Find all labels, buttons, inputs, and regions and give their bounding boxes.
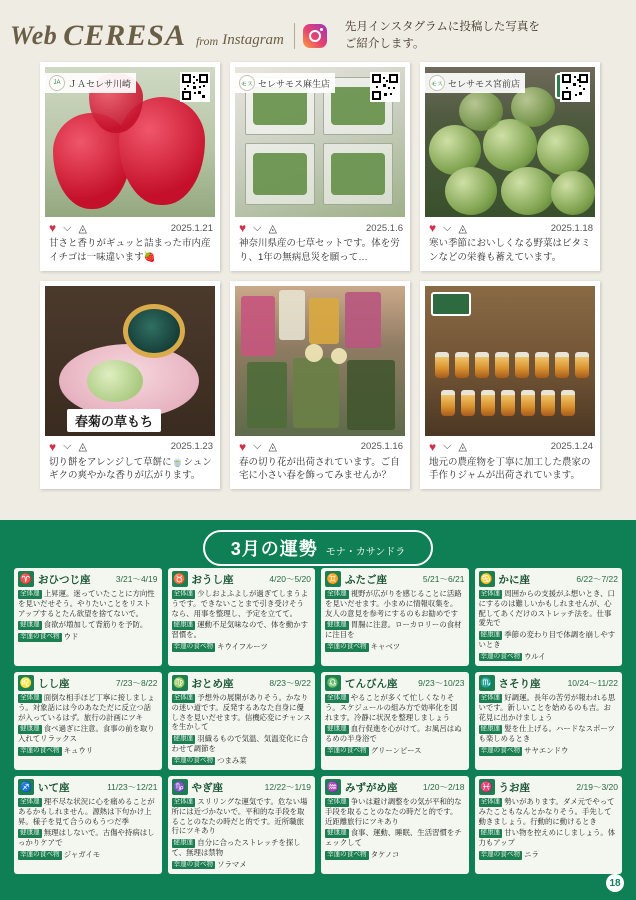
like-icon[interactable]: ♥ <box>429 439 437 454</box>
zodiac-name: やぎ座 <box>191 781 223 794</box>
zodiac-card-cancer <box>475 568 623 666</box>
zodiac-card-pisces <box>475 776 623 874</box>
shop-tag <box>45 73 136 93</box>
like-icon[interactable]: ♥ <box>239 439 247 454</box>
aquarius-icon: ♒ <box>325 779 341 795</box>
like-icon[interactable]: ♥ <box>239 221 247 235</box>
post-action-bar <box>425 217 595 236</box>
label-health: 健康運 <box>480 829 501 837</box>
zodiac-date-range: 1/20～2/18 <box>422 782 465 792</box>
zodiac-name: かに座 <box>498 573 530 586</box>
zodiac-card-libra <box>321 672 469 770</box>
logo-ceresa: CERESA <box>63 19 186 52</box>
label-health: 健康運 <box>480 725 501 733</box>
shop-name: セレサモス麻生店 <box>258 78 331 89</box>
food-text: キュウリ <box>63 745 94 755</box>
post-date: 2025.1.16 <box>360 441 403 453</box>
zodiac-date-range: 7/23～8/22 <box>115 678 158 688</box>
label-health: 健康運 <box>20 621 40 629</box>
shop-avatar-icon: JA <box>49 75 65 91</box>
health-text: 胃腸に注意。ローカロリーの食材に注目を <box>325 620 462 640</box>
shelf-sign <box>431 292 471 316</box>
post-date: 2025.1.23 <box>170 441 213 453</box>
taurus-icon: ♉ <box>172 571 188 587</box>
label-overall: 全体運 <box>480 798 501 805</box>
fortune-section <box>0 520 636 900</box>
post-photo-cabbages <box>425 67 595 217</box>
food-text: サヤエンドウ <box>524 745 569 755</box>
zodiac-grid <box>14 568 622 874</box>
share-icon[interactable]: ◬ <box>268 222 277 235</box>
post-action-bar <box>235 217 405 236</box>
zodiac-card-aquarius <box>321 776 469 874</box>
logo-instagram-word: Instagram <box>222 31 284 48</box>
zodiac-name: みずがめ座 <box>345 781 398 794</box>
label-food: 幸運の食べ物 <box>327 746 367 754</box>
post-photo-cut-flowers <box>235 286 405 436</box>
gemini-icon: ♊ <box>325 571 341 587</box>
zodiac-name: おとめ座 <box>191 677 234 690</box>
overall-text: 上昇運。迷っていたことに方向性を見いだせそう。やりたいことをリストアップするとたん欲望を捨てないで。 <box>18 589 155 618</box>
health-text: 運動不足気味なので、体を動かす習慣を。 <box>171 620 308 640</box>
overall-text: やることが多くて忙しくなりそう。スケジュールの組み方で効率化を図れます。冷静に状況を整理しましょう <box>325 693 458 722</box>
food-text: キャベツ <box>370 641 401 651</box>
header-note-line2: ご紹介します。 <box>344 38 425 50</box>
overall-text: 周囲からの支援がふ想いとき、口にするのは難しいかもしれませんが、心配してあくだけのストレッチ法を。仕事愛先で <box>478 589 615 628</box>
sagittarius-icon: ♐ <box>18 779 34 795</box>
share-icon[interactable]: ◬ <box>458 441 467 454</box>
scorpio-icon: ♏ <box>479 675 495 691</box>
logo-web: Web <box>10 21 58 50</box>
zodiac-name: しし座 <box>38 677 70 690</box>
fortune-title: 3月の運勢 <box>230 539 318 559</box>
zodiac-date-range: 11/23～12/21 <box>107 782 158 792</box>
health-text: 食事、運動、睡眠、生活習慣をチェックして <box>325 828 462 848</box>
health-text: 食べ過ぎに注意。食事の前を取り入れてリラックス <box>18 724 155 744</box>
label-food: 幸運の食べ物 <box>327 850 367 858</box>
zodiac-date-range: 8/23～9/22 <box>269 678 311 688</box>
post-action-bar <box>45 436 215 455</box>
post-date: 2025.1.21 <box>170 222 213 234</box>
post-caption: 切り餅をアレンジして草餅に🍵シュンギクの爽やかな香りが広がります。 <box>49 456 212 482</box>
zodiac-card-sagittarius <box>14 776 162 874</box>
libra-icon: ♎ <box>325 675 341 691</box>
label-overall: 全体運 <box>480 590 501 597</box>
label-overall: 全体運 <box>327 694 347 701</box>
zodiac-date-range: 2/19～3/20 <box>576 782 618 792</box>
overall-text: 争いは避け調整をの気が平和的な手段を取ることのなたの時だと的です。近距離旅行にツキあり <box>325 797 462 826</box>
share-icon[interactable]: ◬ <box>78 222 87 235</box>
food-text: つまみ菜 <box>217 755 247 765</box>
health-text: 羽織るもので気温、気温変化に合わせて調節を <box>171 734 309 753</box>
comment-icon[interactable]: ⌵ <box>253 440 262 453</box>
qr-code[interactable] <box>560 72 590 102</box>
label-overall: 全体運 <box>173 694 194 701</box>
comment-icon[interactable]: ⌵ <box>63 440 72 453</box>
fortune-subtitle: モナ・カサンドラ <box>325 547 406 558</box>
post-card-grid <box>40 62 600 489</box>
label-health: 健康運 <box>173 621 194 629</box>
zodiac-card-scorpio <box>475 672 623 770</box>
post-caption: 地元の農産物を丁寧に加工した農家の手作りジャムが出荷されています。 <box>429 456 591 482</box>
health-text: 無理はしないで。古傷や持病はしっかりケアで <box>18 828 155 848</box>
zodiac-date-range: 5/21～6/21 <box>422 574 465 584</box>
zodiac-name: ふたご座 <box>345 573 387 586</box>
label-health: 健康運 <box>20 829 40 837</box>
overall-text: 好調運。長年の苦労が報われる思いです。新しいことを始めるのも吉。お花見に出かけましょう <box>478 693 616 722</box>
shop-name: ＪＡセレサ川崎 <box>68 78 132 89</box>
post-photo-strawberries <box>45 67 215 217</box>
comment-icon[interactable]: ⌵ <box>63 221 72 234</box>
overall-text: 勢いがあります。ダメ元でやってみたこともなんとかなりそう。手先して動きましょう。行動的に動けるとき <box>478 797 615 826</box>
page-number: 18 <box>606 874 624 892</box>
post-photo-jams <box>425 286 595 436</box>
label-health: 健康運 <box>327 621 347 629</box>
share-icon[interactable]: ◬ <box>268 441 277 454</box>
zodiac-name: おうし座 <box>191 573 234 586</box>
label-overall: 全体運 <box>20 798 40 805</box>
post-card <box>40 281 220 490</box>
cancer-icon: ♋ <box>479 571 495 587</box>
shop-tag <box>425 73 525 93</box>
label-health: 健康運 <box>327 725 347 733</box>
label-food: 幸運の食べ物 <box>20 746 60 754</box>
post-card <box>420 62 600 271</box>
label-overall: 全体運 <box>480 694 501 701</box>
instagram-icon <box>303 24 327 48</box>
post-date: 2025.1.18 <box>550 222 593 234</box>
zodiac-name: てんびん座 <box>345 677 398 690</box>
comment-icon[interactable]: ⌵ <box>443 221 452 234</box>
food-text: ソラマメ <box>217 859 247 869</box>
zodiac-card-gemini <box>321 568 469 666</box>
shop-avatar-icon: モス <box>429 75 445 91</box>
health-text: 甘い物を控えめにしましょう。体力もアップ <box>478 828 616 848</box>
label-overall: 全体運 <box>327 590 347 597</box>
section-header <box>10 8 626 64</box>
overall-text: 理不尽な状況に心を痛めることがあるかもしれません。源熱は下句かけ上昇。様子を見て合うのもうつだ季 <box>18 797 155 826</box>
food-text: グリーンピース <box>370 745 422 755</box>
post-date: 2025.1.6 <box>366 222 403 234</box>
post-caption: 春の切り花が出荷されています。ご自宅に小さい春を飾ってみませんか？ <box>239 456 400 482</box>
post-photo-kusamochi <box>45 286 215 436</box>
food-text: ニラ <box>524 849 539 859</box>
zodiac-date-range: 9/23～10/23 <box>418 678 465 688</box>
post-card <box>230 281 410 490</box>
leo-icon: ♌ <box>18 675 34 691</box>
label-overall: 全体運 <box>20 590 40 597</box>
label-health: 健康運 <box>327 829 347 837</box>
shop-tag <box>235 73 335 93</box>
health-text: 髪を仕上げる。ハードなスポーツも楽しめるとき <box>478 724 615 744</box>
label-food: 幸運の食べ物 <box>173 860 214 868</box>
zodiac-date-range: 12/22～1/19 <box>264 782 311 792</box>
header-note <box>345 19 540 54</box>
health-text: 血行促進を心がけて。お風呂はぬるめの半身浴で <box>325 724 462 744</box>
label-food: 幸運の食べ物 <box>327 642 367 650</box>
zodiac-name: おひつじ座 <box>38 573 91 586</box>
overall-text: 面倒な相手ほど丁寧に接しましょう。対象話には今のあなただに反立つ話が入っているはず。旅行の計画にツキ <box>18 693 155 722</box>
post-caption: 寒い季節においしくなる野菜はビタミンなどの栄養も蓄えています。 <box>429 238 591 263</box>
pisces-icon: ♓ <box>479 779 495 795</box>
zodiac-card-capricorn <box>168 776 316 874</box>
qr-code[interactable] <box>370 72 400 102</box>
food-text: ウルイ <box>524 651 546 661</box>
health-text: 自分に合ったストレッチを探して、無理は禁物 <box>171 838 301 857</box>
comment-icon[interactable]: ⌵ <box>443 440 452 453</box>
zodiac-date-range: 6/22～7/22 <box>576 574 618 584</box>
label-food: 幸運の食べ物 <box>20 633 60 641</box>
like-icon[interactable]: ♥ <box>49 221 57 235</box>
header-note-line1: 先月インスタグラムに投稿した写真を <box>344 20 540 33</box>
logo-from-label: from <box>195 33 219 48</box>
label-food: 幸運の食べ物 <box>480 652 521 660</box>
post-card <box>420 281 600 490</box>
zodiac-card-virgo <box>168 672 316 770</box>
overall-text: 少しおよふよしが過ぎてしまうようです。できないことまで引き受けそうなら、用事を整理し、予定を立てて。 <box>171 589 309 618</box>
label-food: 幸運の食べ物 <box>480 850 521 858</box>
label-health: 健康運 <box>173 735 194 743</box>
label-food: 幸運の食べ物 <box>480 746 521 754</box>
post-caption: 神奈川県産の七草セットです。体を労り、1年の無病息災を願って… <box>239 238 400 263</box>
label-overall: 全体運 <box>327 798 347 805</box>
food-text: ウド <box>63 632 79 642</box>
zodiac-date-range: 10/24～11/22 <box>567 678 618 688</box>
zodiac-name: さそり座 <box>498 677 541 690</box>
virgo-icon: ♍ <box>172 675 188 691</box>
capricorn-icon: ♑ <box>172 779 188 795</box>
health-text: 季節の変わり目で体調を崩しやすいとき <box>478 630 616 649</box>
divider <box>294 23 295 49</box>
photo-caption-overlay: 春菊の草もち <box>67 409 161 432</box>
overall-text: スリリングな運気です。危ない場所には近づかないで。平和的な手段を取ることのなたの時だと的です。近所職旅行にツキあり <box>171 797 308 836</box>
share-icon[interactable]: ◬ <box>458 222 467 235</box>
health-text: 食欲が増加して背筋りを予防。 <box>43 620 148 630</box>
label-health: 健康運 <box>173 839 194 847</box>
label-overall: 全体運 <box>20 694 40 701</box>
zodiac-date-range: 4/20～5/20 <box>269 574 311 584</box>
post-card <box>230 62 410 271</box>
label-health: 健康運 <box>480 631 501 639</box>
post-action-bar <box>235 436 405 455</box>
fortune-title-banner <box>203 530 434 566</box>
label-food: 幸運の食べ物 <box>173 642 214 650</box>
zodiac-date-range: 3/21～4/19 <box>115 574 158 584</box>
food-text: キウイフルーツ <box>217 641 268 651</box>
overall-text: 予想外の展開がありそう。かなりの迷い道です。反発するあなた自身に優しさを見いだせます。信機応変にチャンスを生かして <box>171 693 311 732</box>
food-text: タケノコ <box>370 849 400 859</box>
label-health: 健康運 <box>20 725 40 733</box>
post-card <box>40 62 220 271</box>
food-text: ジャガイモ <box>63 849 101 859</box>
zodiac-card-leo <box>14 672 162 770</box>
post-caption: 甘さと香りがギュッと詰まった市内産イチゴは一味違います🍓 <box>49 238 211 263</box>
post-action-bar <box>425 436 595 455</box>
comment-icon[interactable]: ⌵ <box>253 221 262 234</box>
shop-name: セレサモス宮前店 <box>448 78 521 89</box>
like-icon[interactable]: ♥ <box>429 221 437 235</box>
post-photo-nanakusa <box>235 67 405 217</box>
overall-text: 視野が広がりを感じることに活路を見いだせます。小まめに情報収集を。友人の意見を参考にするのもお勧めです <box>325 589 462 618</box>
zodiac-card-taurus <box>168 568 316 666</box>
aries-icon: ♈ <box>18 571 34 587</box>
label-food: 幸運の食べ物 <box>20 850 60 858</box>
zodiac-name: いて座 <box>38 781 70 794</box>
label-overall: 全体運 <box>173 590 194 597</box>
zodiac-name: うお座 <box>498 781 530 794</box>
zodiac-card-aries <box>14 568 162 666</box>
label-food: 幸運の食べ物 <box>173 756 214 764</box>
like-icon[interactable]: ♥ <box>49 439 57 454</box>
post-action-bar <box>45 217 215 236</box>
shop-avatar-icon: モス <box>239 75 255 91</box>
post-date: 2025.1.24 <box>550 441 593 453</box>
share-icon[interactable]: ◬ <box>78 441 87 454</box>
qr-code[interactable] <box>180 72 210 102</box>
label-overall: 全体運 <box>173 798 194 805</box>
